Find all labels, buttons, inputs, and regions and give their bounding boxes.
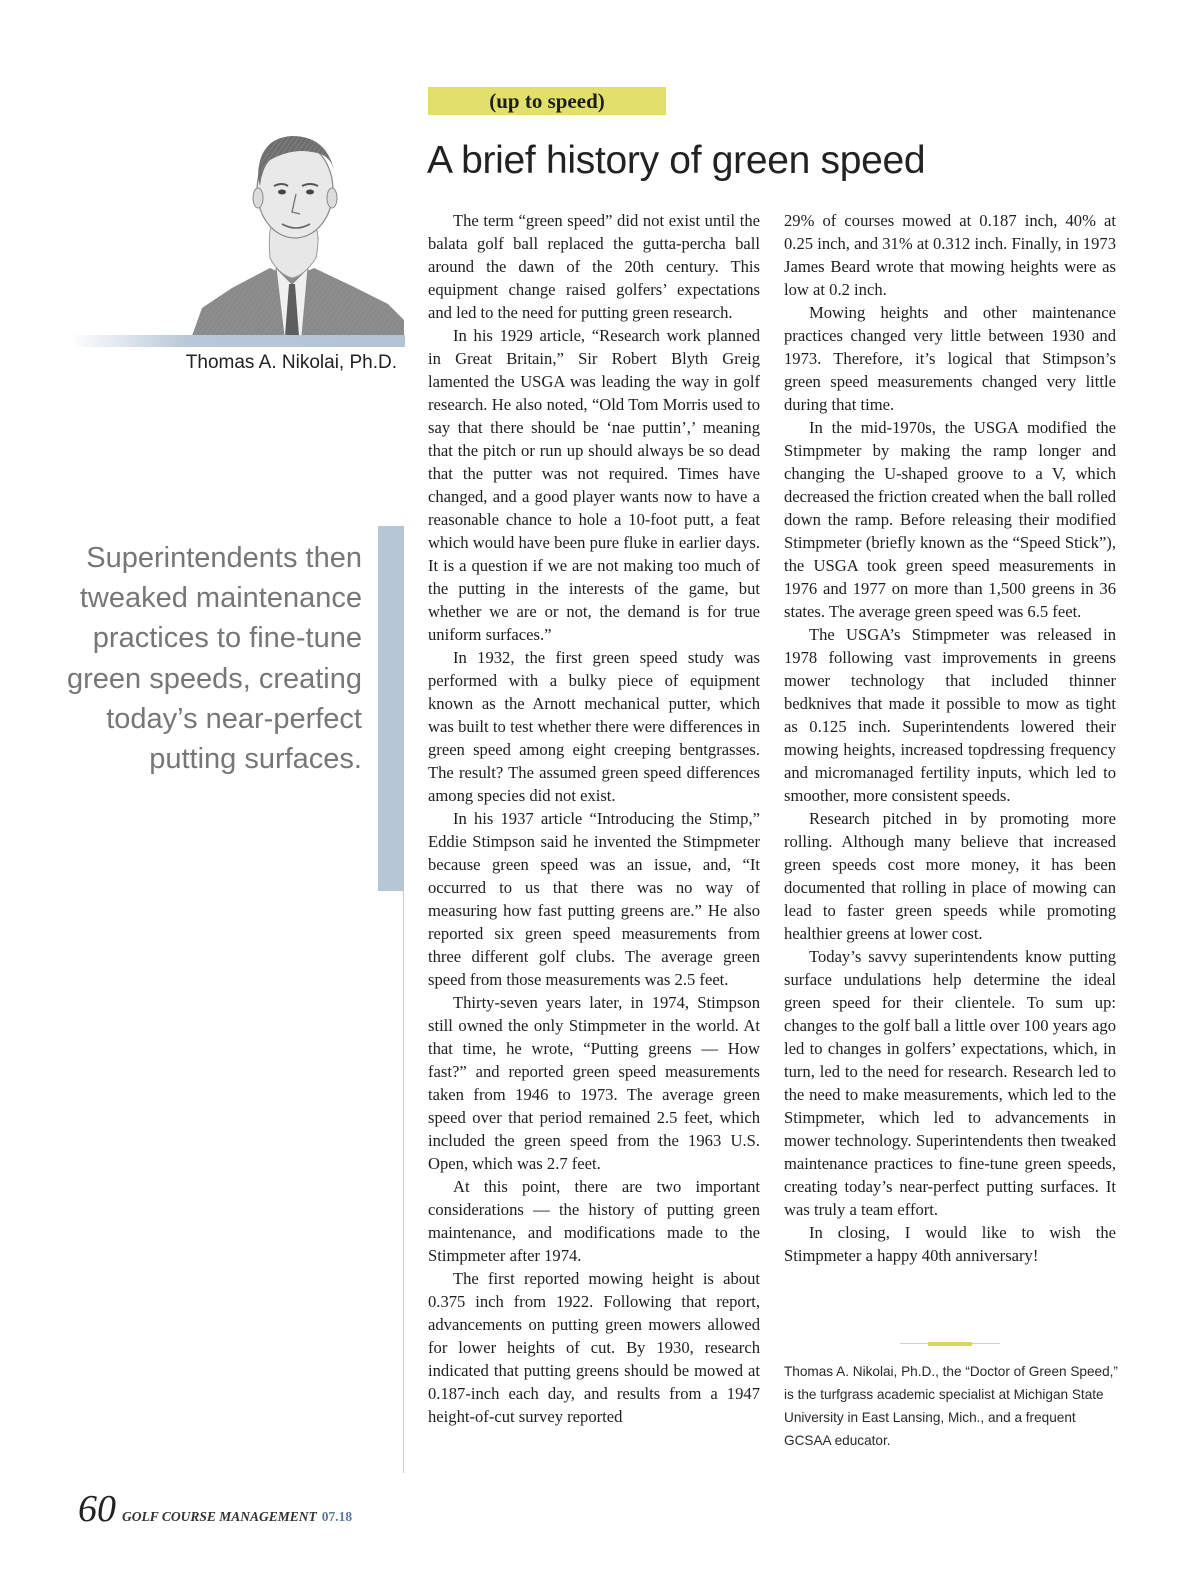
article-headline: A brief history of green speed	[427, 139, 926, 182]
issue-date: 07.18	[321, 1509, 353, 1524]
body-paragraph: The first reported mowing height is about 0.375 inch from 1922. Following that report, advancements on putting green mowers allowed for lower heights of cut. By 1930, research indicated that putting greens should be mowed at 0.187-inch each day, and results from a 1947 height-of-cut survey reported	[428, 1269, 760, 1426]
author-portrait	[192, 108, 404, 336]
body-paragraph: Today’s savvy superintendents know putting surface undulations help determine the ideal green speed for their clientele. To sum up: changes to the golf ball a little over 100 years ago led to changes in golfers’ expectations, which, in turn, led to the need for research. Research led to the need to make measurements, which led to the Stimpmeter, which led to advancements in mower technology. Superintendents then tweaked maintenance practices to fine-tune green speeds, creating today’s near-perfect putting surfaces. It was truly a team effort.	[784, 947, 1116, 1219]
pullquote-bar	[378, 526, 404, 891]
column-divider	[403, 891, 404, 1473]
body-paragraph: 29% of courses mowed at 0.187 inch, 40% at 0.25 inch, and 31% at 0.312 inch. Finally, in 1973 James Beard wrote that mowing heights were as low at 0.2 inch.	[784, 211, 1116, 299]
body-paragraph: Mowing heights and other maintenance practices changed very little between 1930 and 1973. Therefore, it’s logical that Stimpson’s green speed measurements changed very little during that time.	[784, 303, 1116, 414]
body-column-1	[428, 209, 760, 1428]
ornament-accent	[928, 1342, 972, 1346]
pull-quote: Superintendents then tweaked maintenance practices to fine-tune green speeds, creating today’s near-perfect putting surfaces.	[66, 542, 362, 776]
body-paragraph: In the mid-1970s, the USGA modified the Stimpmeter by making the ramp longer and changing the U-shaped groove to a V, which decreased the friction created when the ball rolled down the ramp. Before releasing their modified Stimpmeter (briefly known as the “Speed Stick”), the USGA took green speed measurements in 1976 and 1977 on more than 1,500 greens in 36 states. The average green speed was 6.5 feet.	[784, 418, 1116, 621]
body-paragraph: The term “green speed” did not exist until the balata golf ball replaced the gutta-percha ball around the dawn of the 20th century. This equipment change raised golfers’ expectations and led to the need for putting green research.	[428, 211, 760, 322]
page-number: 60	[78, 1488, 116, 1530]
body-paragraph: Research pitched in by promoting more rolling. Although many believe that increased green speeds cost more money, it has been documented that rolling in place of mowing can lead to faster green speeds while promoting healthier greens at lower cost.	[784, 809, 1116, 943]
body-paragraph: In his 1929 article, “Research work planned in Great Britain,” Sir Robert Blyth Greig lamented the USGA was leading the way in golf research. He also noted, “Old Tom Morris used to say that there should be ‘nae puttin’,’ meaning that the pitch or run up should always be so dead that the putter was not required. Times have changed, and a good player wants now to have a reasonable chance to hole a 10-foot putt, a feat which would have been pure fluke in earlier days. It is a question if we are not making too much of the putting in the interests of the game, but whether we are or not, the demand is for true uniform surfaces.”	[428, 326, 760, 644]
section-kicker: (up to speed)	[428, 87, 666, 115]
body-paragraph: In his 1937 article “Introducing the Stimp,” Eddie Stimpson said he invented the Stimpmeter because green speed was an issue, and, “It occurred to us that there was no way of measuring how fast putting greens are.” He also reported six green speed measurements from three different golf clubs. The average green speed from those measurements was 2.5 feet.	[428, 809, 760, 989]
author-bio: Thomas A. Nikolai, Ph.D., the “Doctor of Green Speed,” is the turfgrass academic specialist at Michigan State University in East Lansing, Mich., and a frequent GCSAA educator.	[784, 1364, 1118, 1448]
author-name: Thomas A. Nikolai, Ph.D.	[185, 352, 397, 373]
body-paragraph: The USGA’s Stimpmeter was released in 1978 following vast improvements in greens mower technology that included thinner bedknives that made it possible to mow as tight as 0.125 inch. Superintendents lowered their mowing heights, increased topdressing frequency and micromanaged fertility inputs, which led to smoother, more consistent speeds.	[784, 625, 1116, 805]
page-folio	[78, 1487, 353, 1530]
body-paragraph: In closing, I would like to wish the Stimpmeter a happy 40th anniversary!	[784, 1223, 1116, 1265]
body-column-2	[784, 209, 1116, 1267]
publication-name: GOLF COURSE MANAGEMENT	[122, 1509, 317, 1524]
author-rule	[70, 335, 405, 347]
body-paragraph: In 1932, the first green speed study was performed with a bulky piece of equipment known as the Arnott mechanical putter, which was built to test whether there were differences in green speed among eight creeping bentgrasses. The result? The assumed green speed differences among species did not exist.	[428, 648, 760, 805]
body-paragraph: At this point, there are two important considerations — the history of putting green maintenance, and modifications made to the Stimpmeter after 1974.	[428, 1177, 760, 1265]
end-ornament	[900, 1342, 1000, 1346]
body-paragraph: Thirty-seven years later, in 1974, Stimpson still owned the only Stimpmeter in the world. At that time, he wrote, “Putting greens — How fast?” and reported green speed measurements taken from 1946 to 1973. The average green speed over that period remained 2.5 feet, which included the green speed from the 1963 U.S. Open, which was 2.7 feet.	[428, 993, 760, 1173]
